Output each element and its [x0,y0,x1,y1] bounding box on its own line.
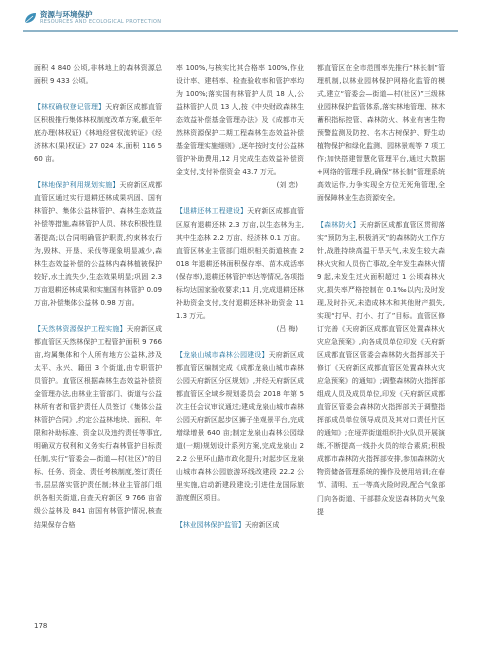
paragraph-forest-rights [34,101,162,166]
heading-longquan-park: 【龙泉山城市森林公园建设】 [176,350,269,359]
paragraph-continuation: 面积 4 840 公顷,非林地上的森林资源总面积 9 433 公顷。 [34,64,162,86]
author-signature: (吕 梅) [276,324,298,333]
author-signature: (刘 恋) [276,181,298,190]
spacer [176,506,304,519]
heading-natural-forest: 【天然林资源保护工程实施】 [34,324,127,333]
text-forestry-supervision: 天府新区成 [244,520,280,529]
spacer [34,166,162,179]
paragraph-returning-farmland [176,205,304,322]
heading-forestland-planning: 【林地保护利用规划实施】 [34,181,120,190]
page-number: 178 [34,622,48,630]
heading-returning-farmland: 【退耕还林工程建设】 [176,207,248,216]
heading-fire-prevention: 【森林防火】 [317,220,360,229]
spacer [34,88,162,101]
section-subtitle: RESOURCES AND ECOLOGICAL PROTECTION [40,19,162,25]
spacer [176,336,304,349]
column-1 [34,62,162,532]
heading-forest-rights: 【林权确权登记管理】 [34,103,106,112]
leaf-logo-icon [23,12,37,24]
text-forest-rights: 天府新区成都直管区积极推行集体林权制度改革方案,截至年底办理(林权证)《林地经营权流转证》《经济林木(果)权证》27 024 本,面积 116 560 亩。 [34,103,163,164]
paragraph-continuation: 都直管区在全市范围率先推行“林长制”管理机制,以林业园林保护网格化监管的模式,建立“管委会—街道—村(社区)”三级林业园林保护监管体系,落实林地管理、林木蓄积指标控管、森林防火、林业有害生物预警监测及防控、名木古树保护、野生动植物保护和绿化监测、园林景观等 7 项工作;加快搭建智慧化管理平台,通过大数据+网络的管理手段,确保“林长制”管理系统高效运作,力争实现全方位无死角管理,全面保障林业生态资源安全。 [317,64,445,203]
column-3 [317,62,445,519]
page-header [0,0,480,48]
text-longquan-park: 天府新区成都直管区编制完成《成都龙泉山城市森林公园天府新区分区规划》,并经天府新区成都直管区全域乡规划委员会 2018 年第 5 次主任会议审议通过;建成龙泉山城市森林公园天府新区起步区狮子坐观景平台,完成增绿增景 640 亩;制定龙泉山森林公园绿道(一期)规划设计系列方案,完成龙泉山 22.2 公里环山路市政化提升;对起步区龙泉山城市森林公园旅游环线改建段 22.2 公里实施,启动新建段建设;引进佳龙国际旅游度假区项目。 [176,350,305,503]
paragraph-continuation: 率 100%,与核实比其合格率 100%,作业设计率、建档率、检查验收率和管护率均为 100%;落实国有林管护人员 18 人,公益林管护人员 13 人,按《中央财政森林生态效益补偿基金管理办法》及《成都市天然林资源保护二期工程森林生态效益补偿基金管理实施细则》,逐年按时支付公益林管护补助费用,12 月完成生态效益补偿资金支付,支付补偿资金 43.7 万元。 [176,64,304,177]
column-2 [176,62,304,532]
text-fire-prevention: 天府新区成都直管区贯彻落实“预防为主,积极消灭”的森林防火工作方针,战胜持续高温干旱天气,未发生较大森林火灾和人员伤亡事故,全年发生森林火情 9 起,未发生过火面积超过 1 公顷森林火灾,损失率严格控制在 0.1‰以内;及时发现,及时扑灭,未造成林木和其他财产损失,实现“打早、打小、打了”目标。直管区修订完善《天府新区成都直管区处置森林火灾应急预案》,向各成员单位印发《天府新区成都直管区管委会森林防火指挥部关于修订《天府新区成都直管区处置森林火灾应急预案》的通知》;调整森林防火指挥部组成人员及成员单位,印发《天府新区成都直管区管委会森林防火指挥部关于调整指挥部成员单位领导成员及其对口责任片区的通知》;在垭弄街道组织扑火队员开展演练,不断提高一线扑火员的综合素质;积极成都市森林防火指挥部安排,参加森林防火物资储备管理系统的操作及使用培训;在春节、清明、五一等高火险时段,配合气象部门向各街道、干部群众发送森林防火气象提 [317,220,446,516]
spacer [317,206,445,219]
spacer [176,192,304,205]
paragraph-forestry-supervision [176,519,304,532]
paragraph-fire-prevention [317,219,445,519]
spacer [34,310,162,323]
paragraph-natural-forest [34,323,162,532]
section-title: 资源与环境保护 [40,10,93,19]
header-divider [23,30,458,32]
text-returning-farmland: 天府新区成都直管区原有退耕还林 2.3 万亩,以生态林为主,其中生态林 2.2 万亩、经济林 0.1 万亩。直管区林业主管部门组织相关街道核查 2018 年退耕还林面积保存率、苗木成活率(保存率),退耕还林管护率达等情况,各项指标均达国家验收要求;11 月,完成退耕还林补助资金支付,支付退耕还林补助资金 111.3 万元。 [176,207,305,320]
paragraph-forestland-planning [34,179,162,309]
paragraph-longquan-park [176,349,304,506]
text-natural-forest: 天府新区成都直管区天然林保护工程管护面积 9 766 亩,均属集体和个人所有地方公益林,涉及太平、永兴、籍田 3 个街道,由专职管护员管护。直管区根据森林生态效益补偿资金管理办法,由林业主管部门、街道与公益林所有者和管护责任人员签订《集体公益林管护合同》,约定公益林地块、面积、年限和补助标准、资金以及违约责任等事宜,明确双方权利和义务实行森林管护目标责任制,实行“管委会—街道—村(社区)”的目标、任务、资金、责任考核制度,签订责任书,层层落实管护责任制;林业主管部门组织各相关街道,自查天府新区 9 766 亩省级公益林及 841 亩国有林管护情况,核查结果保存合格 [34,324,163,529]
text-forestland-planning: 天府新区成都直管区通过实行退耕还林成果巩固、国有林管护、集体公益林管护、森林生态效益补偿等措施,森林管护人员、林农积极性显著提高;以合同明确管护职责,约束林农行为,毁林、开垦、采伐等现象明显减少,森林生态效益补偿的公益林内森林植被保护较好,水土流失少,生态效果明显;巩固 2.3万亩退耕还林成果和实施国有林管护 0.09 万亩,补偿集体公益林 0.98 万亩。 [34,181,163,307]
heading-forestry-supervision: 【林业园林保护监管】 [176,520,245,529]
